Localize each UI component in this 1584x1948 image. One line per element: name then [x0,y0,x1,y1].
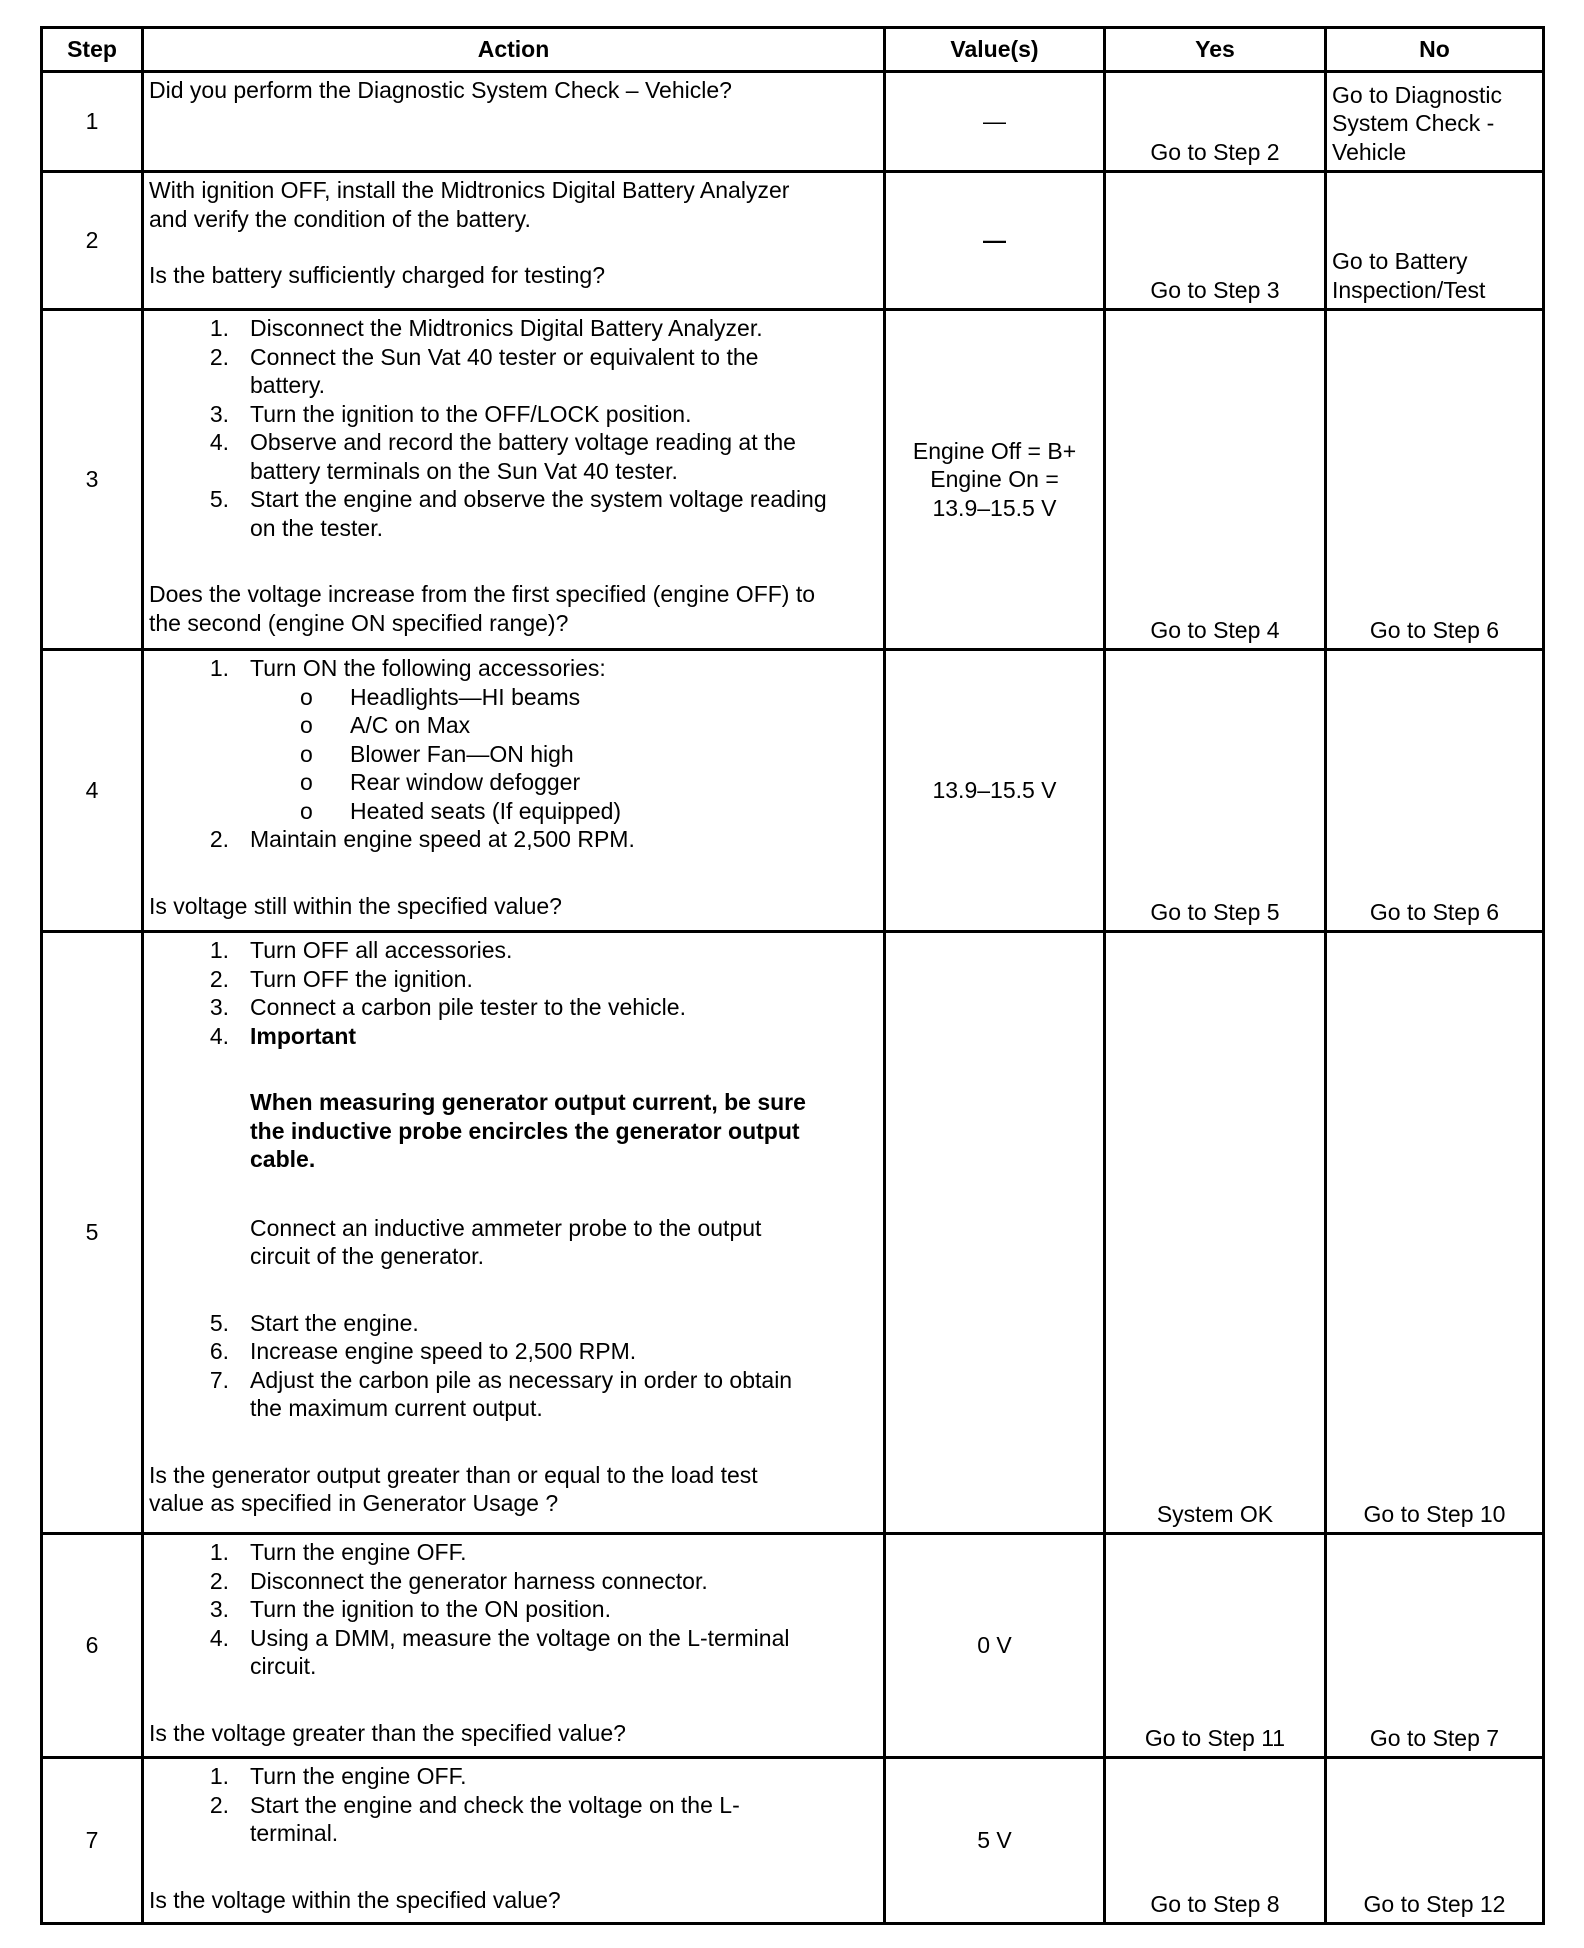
list-item: 7. Adjust the carbon pile as necessary in order to obtain the maximum current output. [209,1366,793,1421]
list-item: 5. Start the engine. [209,1309,419,1336]
action-list [149,314,877,542]
step-number: 4 [42,650,143,932]
header-yes: Yes [1105,28,1326,72]
list-item: 4. Observe and record the battery voltage reading at the battery terminals on the Sun Vat 40 tester. [209,429,796,484]
value-cell: Engine Off = B+ Engine On = 13.9–15.5 V [885,310,1105,650]
no-cell [1326,72,1544,172]
no-text: Inspection/Test [1332,276,1486,303]
header-no: No [1326,28,1544,72]
action-question: Does the voltage increase from the first specified (engine OFF) to [149,581,816,607]
list-item: o A/C on Max [300,712,471,738]
yes-cell: Go to Step 5 [1105,650,1326,932]
action-cell [143,72,885,172]
action-list [149,936,877,1423]
action-question: value as specified in Generator Usage ? [149,1490,559,1516]
list-item: 2. Maintain engine speed at 2,500 RPM. [209,826,635,852]
yes-cell: System OK [1105,932,1326,1534]
no-text: Go to Battery [1332,248,1468,274]
table-row [42,1534,1544,1758]
value-cell: — [885,72,1105,172]
value-cell: 13.9–15.5 V [885,650,1105,932]
step-number: 5 [42,932,143,1534]
list-item: 1. Turn OFF all accessories. [209,937,513,963]
table-row [42,650,1544,932]
list-item: 3. Connect a carbon pile tester to the vehicle. [209,994,686,1020]
step-number: 2 [42,172,143,310]
no-cell: Go to Step 7 [1326,1534,1544,1758]
list-item: 4. Using a DMM, measure the voltage on the L-terminal circuit. [209,1624,790,1679]
action-cell [143,650,885,932]
no-text: Vehicle [1332,138,1407,165]
yes-cell: Go to Step 3 [1105,172,1326,310]
list-item: 2. Connect the Sun Vat 40 tester or equivalent to the battery. [209,343,759,398]
no-cell: Go to Step 12 [1326,1758,1544,1924]
yes-cell: Go to Step 11 [1105,1534,1326,1758]
step-number: 3 [42,310,143,650]
action-question: Is the generator output greater than or equal to the load test [149,1461,758,1488]
list-item: 5. Start the engine and observe the system voltage reading on the tester. [209,486,827,541]
list-item: 4. Important [209,1022,357,1049]
action-question: Is the voltage greater than the specified value? [149,1719,626,1746]
list-item: 1. Turn the engine OFF. [209,1763,467,1789]
action-cell [143,1758,885,1924]
action-question: Is the voltage within the specified value? [149,1886,561,1913]
list-item: 3. Turn the ignition to the ON position. [209,1596,611,1622]
action-list [149,825,877,854]
no-cell: Go to Step 6 [1326,310,1544,650]
action-list [149,1538,877,1681]
no-cell [1326,172,1544,310]
diagnostic-table [40,26,1545,1925]
table-row [42,72,1544,172]
header-action: Action [143,28,885,72]
accessory-list [149,683,877,826]
header-values: Value(s) [885,28,1105,72]
list-item: o Blower Fan—ON high [300,740,574,767]
important-note: When measuring generator output current, be sure the inductive probe encircles the generator output cable. Connect an inductive ammeter probe to the output circuit of the generator. [250,1089,806,1269]
yes-cell: Go to Step 4 [1105,310,1326,650]
list-item: 1. Turn the engine OFF. [209,1539,467,1565]
action-question: the second (engine ON specified range)? [149,609,569,636]
action-question: Is voltage still within the specified value? [149,892,562,919]
list-item: 6. Increase engine speed to 2,500 RPM. [209,1338,637,1364]
table-row [42,172,1544,310]
yes-cell: Go to Step 8 [1105,1758,1326,1924]
action-text: Did you perform the Diagnostic System Check – Vehicle? [149,77,732,103]
list-item: o Headlights—HI beams [300,683,581,710]
list-item: 1. Disconnect the Midtronics Digital Battery Analyzer. [209,315,763,341]
value-cell: — [885,172,1105,310]
table-row [42,310,1544,650]
action-cell [143,1534,885,1758]
action-cell [143,310,885,650]
no-text: Go to Diagnostic [1332,81,1503,108]
action-cell [143,172,885,310]
action-list [149,1762,877,1848]
value-cell: 5 V [885,1758,1105,1924]
list-item: 3. Turn the ignition to the OFF/LOCK position. [209,400,692,427]
step-number: 1 [42,72,143,172]
action-text: and verify the condition of the battery. [149,205,531,232]
value-cell [885,932,1105,1534]
no-text: System Check - [1332,110,1495,136]
action-list [149,654,877,683]
list-item: o Rear window defogger [300,769,581,795]
header-step: Step [42,28,143,72]
list-item: 2. Start the engine and check the voltage on the L- terminal. [209,1791,740,1846]
action-cell [143,932,885,1534]
list-item: o Heated seats (If equipped) [300,797,622,824]
step-number: 7 [42,1758,143,1924]
header-row [42,28,1544,72]
value-cell: 0 V [885,1534,1105,1758]
table-row [42,1758,1544,1924]
table-row [42,932,1544,1534]
list-item: 2. Turn OFF the ignition. [209,965,473,992]
list-item: 2. Disconnect the generator harness connector. [209,1567,708,1594]
action-text: With ignition OFF, install the Midtronics Digital Battery Analyzer [149,177,790,203]
no-cell: Go to Step 10 [1326,932,1544,1534]
step-number: 6 [42,1534,143,1758]
list-item: 1. Turn ON the following accessories: [209,655,606,681]
yes-cell: Go to Step 2 [1105,72,1326,172]
no-cell: Go to Step 6 [1326,650,1544,932]
action-question: Is the battery sufficiently charged for testing? [149,262,605,288]
